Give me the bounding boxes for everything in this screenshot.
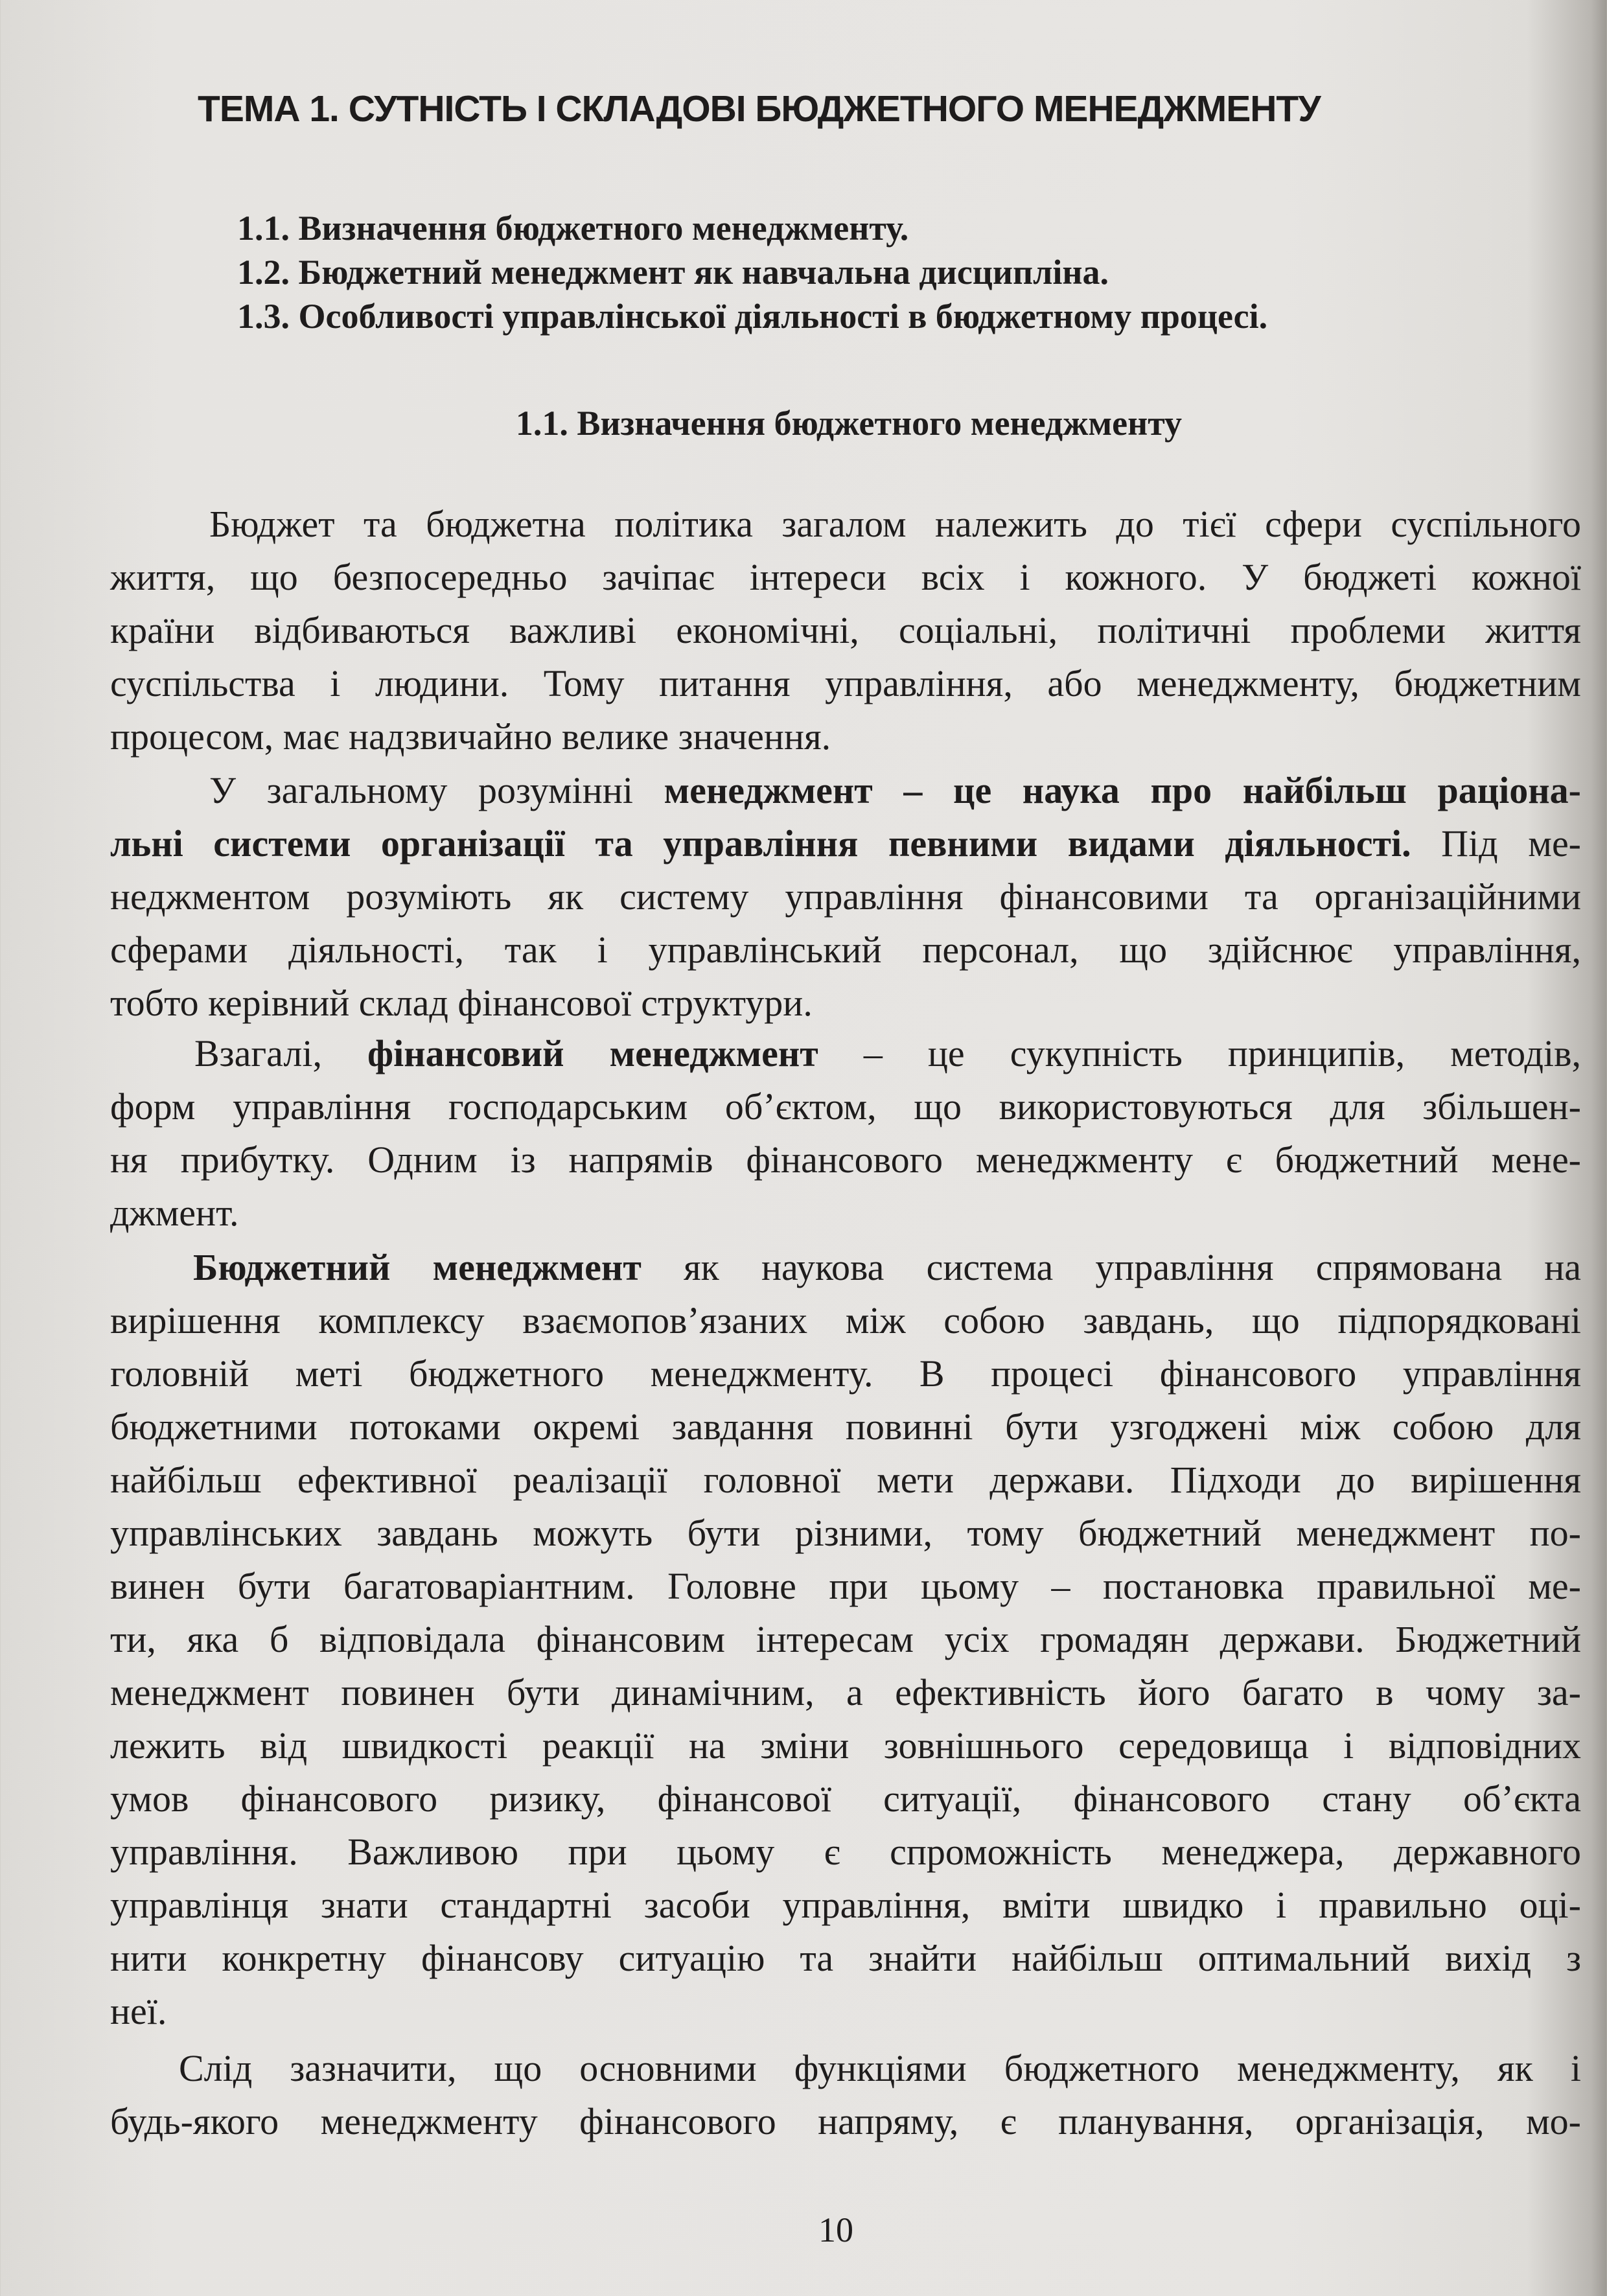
page-number: 10: [818, 2210, 853, 2249]
paragraph-line: [110, 1347, 1581, 1400]
text-run: неджментом розуміють як систему управління фінансовими та організаційними: [110, 875, 1581, 918]
text-run: найбільш ефективної реалізації головної мети держави. Підходи до вирішення: [110, 1459, 1581, 1501]
text-run: тобто керівний склад фінансової структури.: [110, 982, 813, 1024]
paragraph-line: [193, 1241, 1581, 1294]
table-of-contents: [237, 206, 1267, 338]
paragraph-line: [110, 923, 1581, 977]
text-run: нити конкретну фінансову ситуацію та знайти найбільш оптимальний вихід з: [110, 1937, 1581, 1979]
paragraph-line: [110, 604, 1581, 657]
paragraph-line: [110, 817, 1581, 870]
paragraph-line: [110, 1932, 1581, 1985]
text-run: У загальному розумінні: [209, 769, 664, 811]
paragraph-line: [110, 977, 1581, 1030]
text-run: як наукова система управління спрямована на: [641, 1246, 1582, 1288]
toc-item: 1.1. Визначення бюджетного менеджменту.: [237, 209, 909, 248]
text-run: умов фінансового ризику, фінансової ситуації, фінансового стану об’єкта: [110, 1778, 1581, 1820]
text-run: суспільства і людини. Тому питання управління, або менеджменту, бюджетним: [110, 662, 1581, 704]
paragraph-line: [110, 870, 1581, 923]
paragraph-line: [110, 657, 1581, 710]
paragraph-line: [110, 2095, 1581, 2148]
paragraph-line: [110, 1772, 1581, 1826]
text-run: неї.: [110, 1990, 167, 2032]
paragraph-line: [110, 1560, 1581, 1613]
paragraph-line: [110, 1666, 1581, 1719]
toc-item: 1.3. Особливості управлінської діяльності в бюджетному процесі.: [237, 297, 1268, 336]
chapter-title: ТЕМА 1. СУТНІСТЬ І СКЛАДОВІ БЮДЖЕТНОГО МЕНЕДЖМЕНТУ: [198, 88, 1321, 130]
text-run: управлінця знати стандартні засоби управління, вміти швидко і правильно оці-: [110, 1884, 1581, 1926]
text-run: головній меті бюджетного менеджменту. В процесі фінансового управління: [110, 1352, 1581, 1395]
paragraph-line: [194, 1027, 1581, 1080]
text-run: Бюджет та бюджетна політика загалом належить до тієї сфери суспільного: [209, 503, 1581, 545]
paragraph-line: [110, 1133, 1581, 1187]
section-heading: 1.1. Визначення бюджетного менеджменту: [515, 404, 1183, 443]
paragraph-line: [179, 2042, 1581, 2095]
paragraph-line: [110, 710, 1581, 763]
paragraph-line: [110, 1719, 1581, 1772]
paragraph-line: [110, 1187, 1581, 1240]
text-run: бюджетними потоками окремі завдання повинні бути узгоджені між собою для: [110, 1406, 1581, 1448]
bold-term: фінансовий менеджмент: [367, 1032, 818, 1074]
text-run: винен бути багатоваріантним. Головне при цьому – постановка правильної ме-: [110, 1565, 1581, 1607]
text-run: Взагалі,: [194, 1032, 367, 1074]
paragraph-line: [110, 1400, 1581, 1454]
text-run: управлінських завдань можуть бути різними, тому бюджетний менеджмент по-: [110, 1512, 1581, 1554]
paragraph-line: [110, 1879, 1581, 1932]
paragraph-line: [110, 1613, 1581, 1666]
bold-term: Бюджетний менеджмент: [193, 1246, 642, 1288]
text-run: сферами діяльності, так і управлінський персонал, що здійснює управління,: [110, 929, 1581, 971]
text-run: ти, яка б відповідала фінансовим інтересам усіх громадян держави. Бюджетний: [110, 1618, 1581, 1660]
paragraph-line: [209, 498, 1581, 551]
text-run: ня прибутку. Одним із напрямів фінансового менеджменту є бюджетний мене-: [110, 1139, 1581, 1181]
bold-term: льні системи організації та управління певними видами діяльності.: [110, 822, 1411, 864]
paragraph-line: [110, 1507, 1581, 1560]
text-run: процесом, має надзвичайно велике значення.: [110, 715, 831, 758]
paragraph-line: [110, 1985, 1581, 2038]
bold-term: менеджмент – це наука про найбільш раціона-: [664, 769, 1581, 811]
paragraph-line: [110, 1080, 1581, 1133]
text-run: Слід зазначити, що основними функціями бюджетного менеджменту, як і: [179, 2047, 1581, 2089]
paragraph-line: [110, 551, 1581, 604]
text-run: будь-якого менеджменту фінансового напряму, є планування, організація, мо-: [110, 2100, 1581, 2142]
paragraph-line: [110, 1454, 1581, 1507]
toc-item: 1.2. Бюджетний менеджмент як навчальна дисципліна.: [237, 253, 1109, 292]
paragraph-line: [110, 1826, 1581, 1879]
text-run: менеджмент повинен бути динамічним, а ефективність його багато в чому за-: [110, 1671, 1581, 1713]
text-run: Під ме-: [1411, 822, 1581, 864]
text-run: – це сукупність принципів, методів,: [818, 1032, 1581, 1074]
text-run: джмент.: [110, 1192, 239, 1234]
paragraph-line: [209, 764, 1581, 817]
text-run: життя, що безпосередньо зачіпає інтереси всіх і кожного. У бюджеті кожної: [110, 556, 1581, 598]
text-run: країни відбиваються важливі економічні, соціальні, політичні проблеми життя: [110, 609, 1581, 651]
text-run: лежить від швидкості реакції на зміни зовнішнього середовища і відповідних: [110, 1724, 1581, 1767]
text-run: форм управління господарським об’єктом, що використовуються для збільшен-: [110, 1085, 1581, 1128]
text-run: вирішення комплексу взаємопов’язаних між собою завдань, що підпорядковані: [110, 1299, 1581, 1341]
paragraph-line: [110, 1294, 1581, 1347]
text-run: управління. Важливою при цьому є спроможність менеджера, державного: [110, 1831, 1581, 1873]
